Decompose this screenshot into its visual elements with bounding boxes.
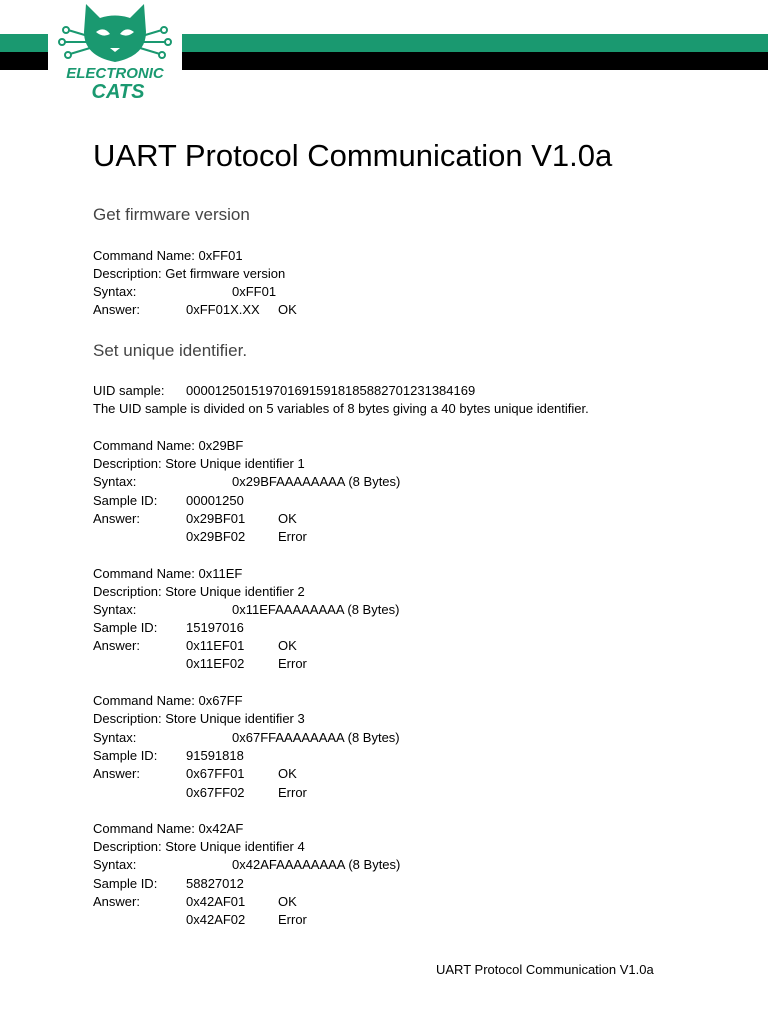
syntax-label: Syntax: [93, 857, 137, 872]
syntax-value: 0x67FFAAAAAAAA (8 Bytes) [232, 730, 400, 745]
sample-id-value: 91591818 [186, 748, 244, 763]
sample-id-label: Sample ID: [93, 748, 158, 763]
uid-note: The UID sample is divided on 5 variables of 8 bytes giving a 40 bytes unique identifier. [93, 401, 589, 416]
answer-label: Answer: [93, 894, 140, 909]
command-name: Command Name: 0x67FF [93, 693, 243, 708]
answer-ok-code: 0x42AF01 [186, 894, 246, 909]
answer-ok-code: 0x67FF01 [186, 766, 245, 781]
page-footer: UART Protocol Communication V1.0a [436, 962, 654, 977]
firmware-command-name: Command Name: 0xFF01 [93, 248, 243, 263]
answer-ok-status: OK [278, 766, 297, 781]
answer-error-code: 0x11EF02 [186, 656, 245, 671]
answer-error-status: Error [278, 912, 307, 927]
answer-label: Answer: [93, 511, 140, 526]
answer-label: Answer: [93, 638, 140, 653]
command-description: Description: Store Unique identifier 2 [93, 584, 305, 599]
command-name: Command Name: 0x29BF [93, 438, 244, 453]
sample-id-label: Sample ID: [93, 620, 158, 635]
uid-sample-label: UID sample: [93, 383, 165, 398]
command-name: Command Name: 0x42AF [93, 821, 244, 836]
syntax-label: Syntax: [93, 602, 137, 617]
electronic-cats-logo [48, 0, 182, 104]
firmware-description: Description: Get firmware version [93, 266, 286, 281]
section-heading-uid: Set unique identifier. [93, 341, 248, 360]
sample-id-value: 00001250 [186, 493, 244, 508]
syntax-label: Syntax: [93, 474, 137, 489]
firmware-syntax-value: 0xFF01 [232, 284, 277, 299]
command-description: Description: Store Unique identifier 1 [93, 456, 305, 471]
syntax-label: Syntax: [93, 730, 137, 745]
answer-ok-code: 0x29BF01 [186, 511, 246, 526]
logo-text-line2: CATS [91, 81, 145, 103]
syntax-value: 0x42AFAAAAAAAA (8 Bytes) [232, 857, 401, 872]
command-description: Description: Store Unique identifier 4 [93, 839, 305, 854]
answer-ok-status: OK [278, 511, 297, 526]
answer-error-status: Error [278, 785, 307, 800]
command-description: Description: Store Unique identifier 3 [93, 711, 305, 726]
firmware-answer-code: 0xFF01X.XX [186, 302, 260, 317]
syntax-value: 0x29BFAAAAAAAA (8 Bytes) [232, 474, 401, 489]
logo-text-line1: ELECTRONIC [66, 65, 164, 82]
answer-label: Answer: [93, 766, 140, 781]
answer-ok-status: OK [278, 894, 297, 909]
sample-id-label: Sample ID: [93, 876, 158, 891]
firmware-answer-status: OK [278, 302, 297, 317]
uid-sample-value: 0000125015197016915918185882701231384169 [186, 383, 476, 398]
answer-error-code: 0x42AF02 [186, 912, 246, 927]
answer-ok-code: 0x11EF01 [186, 638, 245, 653]
page-title: UART Protocol Communication V1.0a [93, 138, 613, 173]
command-name: Command Name: 0x11EF [93, 566, 243, 581]
section-heading-firmware: Get firmware version [93, 205, 250, 224]
sample-id-label: Sample ID: [93, 493, 158, 508]
answer-ok-status: OK [278, 638, 297, 653]
answer-error-code: 0x67FF02 [186, 785, 245, 800]
answer-error-code: 0x29BF02 [186, 529, 246, 544]
firmware-syntax-label: Syntax: [93, 284, 137, 299]
syntax-value: 0x11EFAAAAAAAA (8 Bytes) [232, 602, 400, 617]
sample-id-value: 58827012 [186, 876, 244, 891]
sample-id-value: 15197016 [186, 620, 244, 635]
answer-error-status: Error [278, 656, 307, 671]
answer-error-status: Error [278, 529, 307, 544]
firmware-answer-label: Answer: [93, 302, 140, 317]
